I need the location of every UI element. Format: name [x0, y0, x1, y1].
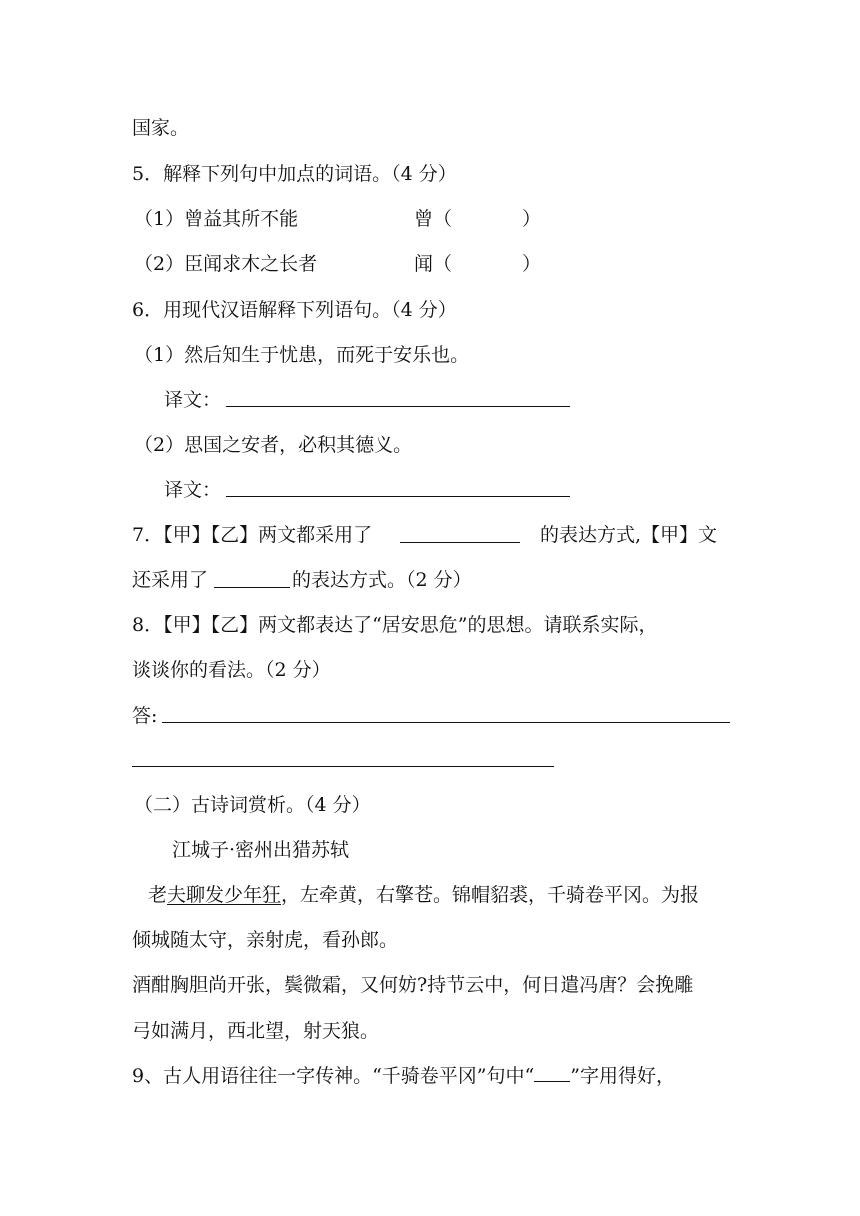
- q5-item-1-blank-close: ）: [522, 208, 542, 230]
- question-8-line-1: 8．【甲】【乙】两文都表达了“居安思危”的思想。请联系实际，: [132, 614, 658, 636]
- poem-line-1: [148, 882, 699, 908]
- question-7-part-1: 7．【甲】【乙】两文都采用了: [132, 524, 373, 546]
- q5-item-2: （2）臣闻求木之长者: [134, 253, 318, 275]
- question-6: 6．用现代汉语解释下列语句。（4 分）: [132, 299, 457, 321]
- question-9-part-1: 9、古人用语往往一字传神。“千骑卷平冈”句中“: [132, 1065, 535, 1087]
- q9-blank[interactable]: [534, 1063, 570, 1082]
- poem-line-3: 酒酣胸胆尚开张，鬓微霜，又何妨?持节云中，何日遣冯唐？会挽雕: [132, 974, 694, 996]
- poem-line-1-start: 老: [148, 884, 168, 906]
- q5-item-1-blank-open: 曾（: [414, 208, 453, 230]
- question-7-part-4: 的表达方式。（2 分）: [292, 569, 472, 591]
- question-7-part-2: 的表达方式,【甲】文: [540, 524, 718, 546]
- q6-item-2-translation-label: 译文：: [164, 479, 222, 501]
- q6-item-1-translation-label: 译文：: [164, 389, 222, 411]
- q6-item-1: （1）然后知生于忧患，而死于安乐也。: [134, 344, 470, 366]
- question-9: [132, 1063, 675, 1089]
- poem-title: 江城子·密州出猎苏轼: [172, 839, 350, 861]
- poem-line-2: 倾城随太守，亲射虎，看孙郎。: [132, 929, 399, 951]
- q6-item-1-answer-line[interactable]: [226, 406, 570, 407]
- q7-blank-2[interactable]: [214, 587, 290, 588]
- q8-answer-line-1[interactable]: [162, 722, 730, 723]
- q8-answer-label: 答:: [132, 705, 158, 727]
- q7-blank-1[interactable]: [400, 542, 520, 543]
- q5-item-2-blank-open: 闻（: [414, 253, 453, 275]
- q5-item-1: （1）曾益其所不能: [134, 208, 299, 230]
- poem-line-4: 弓如满月，西北望，射天狼。: [132, 1020, 380, 1042]
- question-7-part-3: 还采用了: [132, 569, 209, 591]
- question-5: 5．解释下列句中加点的词语。（4 分）: [132, 163, 457, 185]
- q5-item-2-blank-close: ）: [522, 253, 542, 275]
- q6-item-2: （2）思国之安者，必积其德义。: [134, 434, 413, 456]
- question-8-line-2: 谈谈你的看法。（2 分）: [132, 659, 331, 681]
- poem-line-1-rest: ，左牵黄，右擎苍。锦帽貂裘，千骑卷平冈。为报: [281, 884, 700, 906]
- q6-item-2-answer-line[interactable]: [226, 496, 570, 497]
- section-2-heading: （二）古诗词赏析。（4 分）: [134, 794, 371, 816]
- poem-underlined-phrase: 夫聊发少年狂: [167, 884, 282, 906]
- text-line: 国家。: [132, 117, 190, 139]
- q8-answer-line-2[interactable]: [132, 766, 554, 767]
- question-9-part-2: ”字用得好，: [570, 1065, 675, 1087]
